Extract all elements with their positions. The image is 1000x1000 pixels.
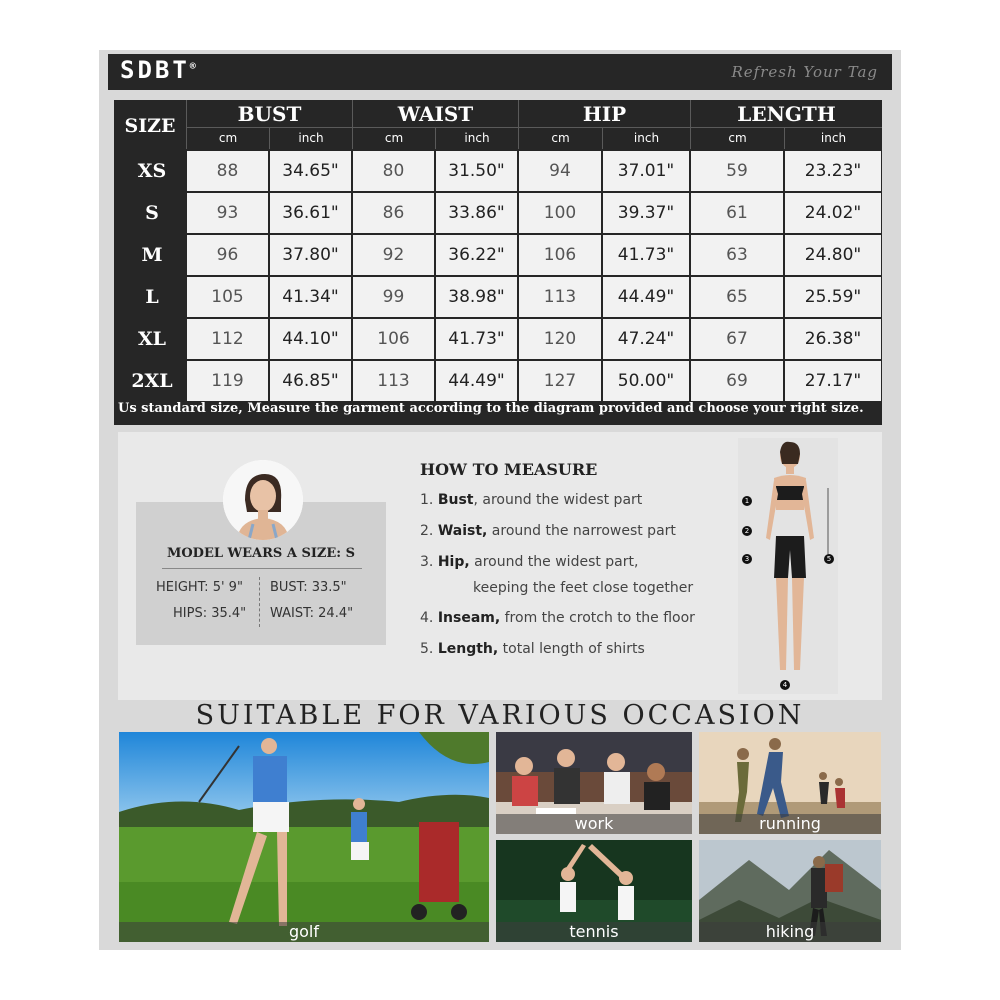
table-cell: 26.38" [785, 319, 881, 359]
size-note: Us standard size, Measure the garment according to the diagram provided and choose your right size. [118, 401, 864, 416]
table-cell: 106 [353, 319, 434, 359]
waist-header: WAIST [352, 100, 518, 128]
table-cell: 23.23" [785, 151, 881, 191]
occasion-tile-hiking [699, 840, 881, 942]
table-cell: 119 [187, 361, 268, 401]
table-cell: 96 [187, 235, 268, 275]
table-cell: 113 [353, 361, 434, 401]
table-cell: 100 [519, 193, 601, 233]
marker-hip: 3 [742, 554, 752, 564]
model-size-title: MODEL WEARS A SIZE: S [166, 546, 356, 561]
model-waist: WAIST: 24.4" [270, 606, 354, 621]
size-column-header: SIZE [124, 115, 176, 137]
table-cell: 36.22" [436, 235, 517, 275]
table-cell: 65 [691, 277, 783, 317]
golf-scene [119, 732, 489, 942]
occasion-tile-running [699, 732, 881, 834]
measure-step-bust: 1. Bust, around the widest part [420, 492, 643, 508]
table-cell: 36.61" [270, 193, 351, 233]
table-cell: 25.59" [785, 277, 881, 317]
table-cell: 94 [519, 151, 601, 191]
table-cell: 88 [187, 151, 268, 191]
model-stat-divider [259, 577, 260, 627]
table-cell: 105 [187, 277, 268, 317]
table-cell: 120 [519, 319, 601, 359]
table-cell: 69 [691, 361, 783, 401]
model-divider [162, 568, 362, 569]
how-to-measure-title: HOW TO MEASURE [420, 460, 598, 479]
table-cell: 99 [353, 277, 434, 317]
table-cell: 27.17" [785, 361, 881, 401]
table-cell: 86 [353, 193, 434, 233]
table-cell: 41.73" [436, 319, 517, 359]
table-cell: 93 [187, 193, 268, 233]
measure-step-hip-continued: keeping the feet close together [473, 580, 694, 596]
table-cell: 46.85" [270, 361, 351, 401]
bust-inch-unit: inch [269, 128, 352, 149]
size-label-l: L [145, 286, 159, 308]
model-hips: HIPS: 35.4" [173, 606, 247, 621]
occasion-tile-work [496, 732, 692, 834]
table-cell: 41.34" [270, 277, 351, 317]
table-cell: 44.49" [603, 277, 689, 317]
occasion-label-work: work [496, 814, 692, 834]
model-figure-illustration [738, 438, 838, 694]
bust-header: BUST [186, 100, 352, 128]
table-cell: 63 [691, 235, 783, 275]
table-cell: 24.02" [785, 193, 881, 233]
table-cell: 34.65" [270, 151, 351, 191]
table-cell: 44.10" [270, 319, 351, 359]
waist-cm-unit: cm [352, 128, 435, 149]
hip-header: HIP [518, 100, 690, 128]
table-cell: 24.80" [785, 235, 881, 275]
occasion-label-golf: golf [119, 922, 489, 942]
brand-logo: SDBT® [120, 56, 196, 84]
model-height: HEIGHT: 5' 9" [156, 580, 243, 595]
measure-step-inseam: 4. Inseam, from the crotch to the floor [420, 610, 695, 626]
table-cell: 112 [187, 319, 268, 359]
size-chart-table [114, 100, 882, 425]
table-cell: 41.73" [603, 235, 689, 275]
marker-bust: 1 [742, 496, 752, 506]
model-avatar [223, 460, 303, 540]
size-label-s: S [145, 202, 159, 224]
table-cell: 92 [353, 235, 434, 275]
table-cell: 37.01" [603, 151, 689, 191]
brand-tagline: Refresh Your Tag [731, 63, 878, 81]
length-cm-unit: cm [690, 128, 784, 149]
table-cell: 33.86" [436, 193, 517, 233]
occasion-label-hiking: hiking [699, 922, 881, 942]
table-cell: 61 [691, 193, 783, 233]
length-inch-unit: inch [784, 128, 882, 149]
length-header: LENGTH [690, 100, 882, 128]
bust-cm-unit: cm [186, 128, 269, 149]
table-cell: 31.50" [436, 151, 517, 191]
measurement-diagram [738, 438, 838, 694]
size-label-xl: XL [137, 328, 167, 350]
occasion-tile-golf [119, 732, 489, 942]
measure-step-length: 5. Length, total length of shirts [420, 641, 645, 657]
table-cell: 127 [519, 361, 601, 401]
how-to-measure-panel [118, 432, 882, 700]
table-cell: 67 [691, 319, 783, 359]
occasions-title: SUITABLE FOR VARIOUS OCCASION [195, 700, 805, 731]
measure-step-waist: 2. Waist, around the narrowest part [420, 523, 676, 539]
size-label-xs: XS [137, 160, 167, 182]
waist-inch-unit: inch [435, 128, 518, 149]
table-cell: 106 [519, 235, 601, 275]
table-cell: 37.80" [270, 235, 351, 275]
size-label-m: M [141, 244, 163, 266]
table-cell: 39.37" [603, 193, 689, 233]
hip-inch-unit: inch [602, 128, 690, 149]
table-cell: 50.00" [603, 361, 689, 401]
marker-waist: 2 [742, 526, 752, 536]
brand-header [108, 54, 892, 90]
table-cell: 80 [353, 151, 434, 191]
table-cell: 113 [519, 277, 601, 317]
table-cell: 47.24" [603, 319, 689, 359]
occasion-label-running: running [699, 814, 881, 834]
table-cell: 38.98" [436, 277, 517, 317]
measure-step-hip: 3. Hip, around the widest part, [420, 554, 639, 570]
occasion-label-tennis: tennis [496, 922, 692, 942]
marker-length: 5 [824, 554, 834, 564]
hip-cm-unit: cm [518, 128, 602, 149]
model-bust: BUST: 33.5" [270, 580, 347, 595]
table-cell: 44.49" [436, 361, 517, 401]
marker-inseam: 4 [780, 680, 790, 690]
table-cell: 59 [691, 151, 783, 191]
occasion-tile-tennis [496, 840, 692, 942]
size-label-2xl: 2XL [131, 370, 173, 392]
